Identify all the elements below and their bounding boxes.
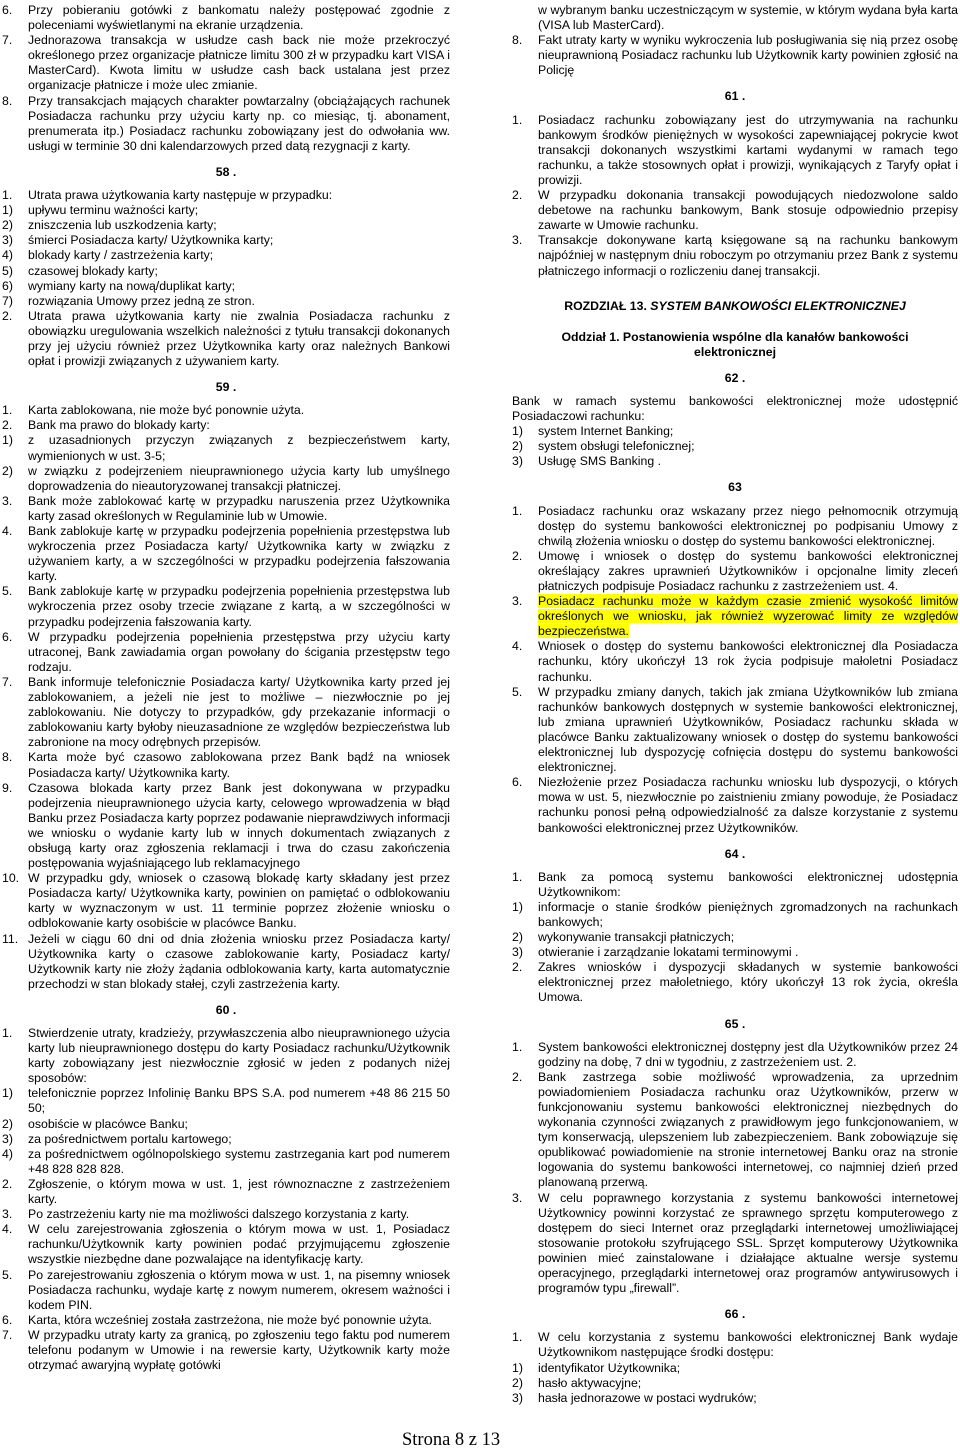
list-item xyxy=(2,1177,450,1207)
numbered-list xyxy=(512,33,958,78)
list-item xyxy=(512,113,958,188)
item-number: 2. xyxy=(512,548,523,563)
list-item xyxy=(2,1268,450,1313)
sub-number: 6) xyxy=(2,278,13,293)
sub-number: 4) xyxy=(2,248,13,263)
list-item xyxy=(2,33,450,93)
item-number: 4. xyxy=(2,524,13,538)
sub-number: 2) xyxy=(512,930,523,945)
sub-text: rozwiązania Umowy przez jedną ze stron. xyxy=(28,293,255,308)
item-number: 6. xyxy=(2,3,13,17)
item-text: Karta, która wcześniej została zastrzeżona, nie może być ponownie użyta. xyxy=(28,1312,432,1327)
paragraph-title-66: 66 . xyxy=(724,1307,746,1322)
sub-text: śmierci Posiadacza karty/ Użytkownika karty; xyxy=(28,233,274,248)
item-number: 5. xyxy=(2,584,13,599)
item-number: 8. xyxy=(2,750,13,765)
sub-number: 1) xyxy=(512,424,523,439)
item-text: W przypadku podejrzenia popełnienia przestępstwa przy użyciu karty utraconej, Bank zawiadamia organ powołany do ścigania przestępstw tego rodzaju. xyxy=(28,629,450,674)
item-number: 6. xyxy=(2,1312,13,1327)
sub-number: 2) xyxy=(512,439,523,454)
sub-text: zniszczenia lub uszkodzenia karty; xyxy=(28,218,217,233)
item-text: Po zarejestrowaniu zgłoszenia o którym mowa w ust. 1, na pisemny wniosek Posiadacza rachunku, wydaje kartę z nowym numerem, okresem ważności i kodem PIN. xyxy=(28,1267,450,1312)
list-item xyxy=(512,504,958,549)
list-item xyxy=(2,781,450,872)
item-number: 7. xyxy=(2,1327,13,1342)
item-number: 2. xyxy=(512,1069,523,1084)
sub-item xyxy=(512,439,958,454)
sub-number: 3) xyxy=(512,454,523,469)
sub-text: informacje o stanie środków pieniężnych zgromadzonych na rachunkach bankowych; xyxy=(538,899,958,929)
list-item xyxy=(2,932,450,992)
item-text: Posiadacz rachunku zobowiązany jest do utrzymywania na rachunku bankowym środków pieniężnych w wysokości zapewniającej pokrycie kwot transakcji dokonanych wszystkimi kartami wydanymi w ramach tego rachunku, a także stosownych opłat i prowizji, wynikających z Taryfy opłat i prowizji. xyxy=(538,112,958,187)
page-footer: Strona 8 z 13 xyxy=(402,1430,501,1450)
numbered-list xyxy=(512,870,958,1006)
sub-number: 3) xyxy=(2,233,13,248)
numbered-list xyxy=(512,1040,958,1297)
sub-number: 3) xyxy=(2,1131,13,1146)
list-item xyxy=(512,685,958,776)
list-item xyxy=(2,1328,450,1373)
item-number: 5. xyxy=(512,684,523,699)
item-text: W celu korzystania z systemu bankowości elektronicznej Bank wydaje Użytkownikom następujące środki dostępu: xyxy=(538,1330,958,1360)
item-text: Utrata prawa użytkowania karty nie zwalnia Posiadacza rachunku z obowiązku uregulowania wszelkich należności z tytułu transakcji dokonanych przy jej użyciu również przez Użytkownika karty oraz należnych Bankowi opłat i prowizji związanych z używaniem karty. xyxy=(28,308,450,369)
numbered-list xyxy=(2,1026,450,1373)
sub-number: 2) xyxy=(2,218,13,233)
sub-item xyxy=(2,1086,450,1116)
numbered-list xyxy=(512,113,958,279)
sub-item xyxy=(2,264,450,279)
item-text: Bank zablokuje kartę w przypadku podejrzenia popełnienia przestępstwa lub wykroczenia przez Posiadacza karty/ Użytkownika karty w związku z używaniem karty, a w szczególności w przypadku podejrzenia fałszowania karty. xyxy=(28,524,450,584)
item-text: Utrata prawa użytkowania karty następuje w przypadku: xyxy=(28,188,333,203)
sub-text: identyfikator Użytkownika; xyxy=(538,1360,681,1375)
item-text: Bank ma prawo do blokady karty: xyxy=(28,418,210,433)
item-number: 3. xyxy=(512,233,523,248)
item-number: 8. xyxy=(512,33,523,48)
item-text: Umowę i wniosek o dostęp do systemu bankowości elektronicznej określający zakres uprawnień Użytkowników i opcjonalne limity zleceń płatniczych podpisuje Posiadacz rachunku z zastrzeżeniem ust. 4. xyxy=(538,548,958,593)
division-heading: Oddział 1. Postanowienia wspólne dla kanałów bankowości elektronicznej xyxy=(561,329,909,359)
item-number: 2. xyxy=(2,418,13,433)
list-item xyxy=(512,639,958,684)
numbered-list xyxy=(512,504,958,836)
item-text: W celu zarejestrowania zgłoszenia o którym mowa w ust. 1, Posiadacz rachunku/Użytkownik karty powinien podać przyjmującemu zgłoszenie wszystkie niezbędne dane pozwalające na identyfikację karty. xyxy=(28,1222,450,1267)
item-text: Bank informuje telefonicznie Posiadacza karty/ Użytkownika karty przed jej zablokowaniem, a jeżeli nie jest to możliwe – niezwłocznie po jej zablokowaniu. Nie dotyczy to przypadków, gdy przekazanie informacji o zablokowaniu karty byłoby nieuzasadnione ze względów bezpieczeństwa lub zabronione na mocy odrębnych przepisów. xyxy=(28,674,450,750)
item-number: 1. xyxy=(512,112,523,127)
item-text: Zakres wniosków i dyspozycji składanych w systemie bankowości elektronicznej przez małoletniego, który ukończył 13 rok życia, określa Umowa. xyxy=(538,960,958,1005)
sub-number: 4) xyxy=(2,1146,13,1161)
right-column xyxy=(512,3,958,1406)
sub-text: w związku z podejrzeniem nieuprawnionego użycia karty lub umyślnego doprowadzenia do nieautoryzowanej transakcji płatniczej. xyxy=(28,463,450,493)
item-number: 3. xyxy=(512,1190,523,1205)
item-text: W przypadku dokonania transakcji powodujących niedozwolone saldo debetowe na rachunku bankowym, Bank stosuje odpowiednio przepisy zawarte w Umowie rachunku. xyxy=(538,188,958,233)
sub-text: system obsługi telefonicznej; xyxy=(538,439,695,454)
item-text: Fakt utraty karty w wyniku wykroczenia lub posługiwania się nią przez osobę nieuprawnioną Posiadacz rachunku lub Użytkownik karty powinien zgłosić na Policję xyxy=(538,33,958,78)
numbered-list xyxy=(512,1330,958,1405)
item-text: Zgłoszenie, o którym mowa w ust. 1, jest równoznaczne z zastrzeżeniem karty. xyxy=(28,1176,450,1207)
sub-number: 7) xyxy=(2,293,13,308)
list-item xyxy=(512,1070,958,1191)
item-text: Przy pobieraniu gotówki z bankomatu należy postępować zgodnie z poleceniami wyświetlanymi na ekranie urządzenia. xyxy=(28,3,450,33)
item-text: System bankowości elektronicznej dostępny jest dla Użytkowników przez 24 godziny na dobę, 7 dni w tygodniu, z zastrzeżeniem ust. 2. xyxy=(538,1039,958,1069)
list-item xyxy=(512,1330,958,1360)
sub-text: otwieranie i zarządzanie lokatami terminowymi . xyxy=(538,945,799,960)
list-item xyxy=(512,33,958,78)
sub-item xyxy=(512,1361,958,1376)
sub-item xyxy=(2,1147,450,1177)
list-item xyxy=(2,188,450,203)
sub-item xyxy=(2,433,450,463)
paragraph-title-58: 58 . xyxy=(215,164,237,179)
sub-text: wymiany karty na nową/duplikat karty; xyxy=(28,278,236,293)
paragraph-intro: Bank w ramach systemu bankowości elektronicznej może udostępnić Posiadaczowi rachunku: xyxy=(512,393,958,424)
sub-text: upływu terminu ważności karty; xyxy=(28,203,199,218)
sub-number: 2) xyxy=(512,1375,523,1390)
sub-item xyxy=(2,1117,450,1132)
numbered-list xyxy=(2,403,450,992)
item-number: 1. xyxy=(512,869,523,884)
item-number: 1. xyxy=(512,1330,523,1345)
item-number: 4. xyxy=(2,1222,13,1237)
numbered-list xyxy=(2,188,450,369)
sub-item xyxy=(512,1376,958,1391)
item-number: 3. xyxy=(2,1207,13,1222)
chapter-name: SYSTEM BANKOWOŚCI ELEKTRONICZNEJ xyxy=(650,298,906,313)
sub-item xyxy=(512,454,958,469)
item-number: 11. xyxy=(2,931,19,946)
item-text: Bank za pomocą systemu bankowości elektronicznej udostępnia Użytkownikom: xyxy=(538,869,958,899)
item-text: W przypadku zmiany danych, takich jak zmiana Użytkowników lub zmiana rachunków bankowych dostępnych w systemie bankowości elektronicznej, lub zmiana uprawnień Użytkowników, Posiadacz rachunku składa w placówce Banku zaktualizowany wniosek o dostęp do systemu bankowości elektronicznej lub dyspozycję cofnięcia dostępu do systemu bankowości elektronicznej. xyxy=(538,684,958,775)
sub-number: 3) xyxy=(512,945,523,960)
paragraph-title-59: 59 . xyxy=(215,380,237,395)
sub-number: 1) xyxy=(512,1360,523,1375)
list-item xyxy=(2,418,450,433)
paragraph-title-60: 60 . xyxy=(215,1002,237,1017)
sub-number: 5) xyxy=(2,263,13,278)
item-number: 1. xyxy=(512,1039,523,1054)
item-number: 2. xyxy=(512,188,523,203)
chapter-label: ROZDZIAŁ 13. xyxy=(564,298,651,313)
item-number: 1. xyxy=(2,1026,13,1040)
sub-number: 1) xyxy=(2,203,13,218)
sub-text: za pośrednictwem portalu kartowego; xyxy=(28,1131,232,1146)
sub-list xyxy=(512,1361,958,1406)
sub-item xyxy=(2,233,450,248)
item-text: Czasowa blokada karty przez Bank jest dokonywana w przypadku podejrzenia nieuprawnionego użycia karty, celowego wprowadzenia w błąd Banku przez Posiadacza karty poprzez podawanie nieprawdziwych informacji we wniosku o wydanie karty lub w innych dokumentach związanych z obsługą karty oraz zgłoszenia reklamacji i trwa do czasu zakończenia postępowania wyjaśniającego lub reklamacyjnego xyxy=(28,780,450,871)
sub-list xyxy=(2,433,450,493)
sub-item xyxy=(2,464,450,494)
sub-item xyxy=(2,203,450,218)
list-item xyxy=(2,1313,450,1328)
sub-item xyxy=(512,930,958,945)
sub-text: Usługę SMS Banking . xyxy=(538,454,662,469)
item-text: W przypadku gdy, wniosek o czasową blokadę karty składany jest przez Posiadacza karty/ Użytkownika karty, powinien on pamiętać o odblokowaniu karty w wyznaczonym w ust. 11 terminie poprzez złożenie wniosku o odblokowanie karty osobiście w placówce Banku. xyxy=(28,871,450,931)
list-item xyxy=(2,403,450,418)
sub-item xyxy=(2,248,450,263)
item-text: W celu poprawnego korzystania z systemu bankowości internetowej Użytkownicy powinni korzystać ze sprawnego sprzętu komputerowego z dostępem do sieci Internet oraz przeglądarki internetowej umożliwiającej stosowanie protokołu szyfrującego SSL. Sprzęt komputerowy Użytkownika powinien mieć zainstalowane i działające aktualne wersje systemu operacyjnego, przeglądarki internetowej oraz programów antywirusowych i programów typu „firewall”. xyxy=(538,1190,958,1296)
list-item xyxy=(2,309,450,369)
sub-text: telefonicznie poprzez Infolinię Banku BPS S.A. pod numerem +48 86 215 50 50; xyxy=(28,1086,450,1116)
paragraph-title-61: 61 . xyxy=(724,89,746,104)
item-text: Bank może zablokować kartę w przypadku naruszenia przez Użytkownika karty zasad określonych w Regulaminie lub w Umowie. xyxy=(28,493,450,523)
item-text: Transakcje dokonywane kartą księgowane są na rachunku bankowym najpóźniej w następnym dniu roboczym po otrzymaniu przez Bank z systemu płatniczego informacji o rozliczeniu danej transakcji. xyxy=(538,233,958,278)
list-item xyxy=(2,1026,450,1086)
paragraph-title-63: 63 xyxy=(728,480,742,495)
list-item xyxy=(2,750,450,780)
sub-list xyxy=(512,424,958,469)
item-number: 1. xyxy=(2,403,13,418)
item-number: 9. xyxy=(2,780,13,795)
item-text: Niezłożenie przez Posiadacza rachunku wniosku lub dyspozycji, o których mowa w ust. 5, niezwłocznie po zaistnieniu zmiany powoduje, że Posiadacz rachunku ponosi pełną odpowiedzialność za dalsze korzystanie z systemu bankowości elektronicznej przez Użytkowników. xyxy=(538,775,958,835)
sub-text: blokady karty / zastrzeżenia karty; xyxy=(28,248,214,263)
list-item xyxy=(2,675,450,750)
sub-item xyxy=(512,424,958,439)
list-item xyxy=(512,1191,958,1297)
highlighted-text: Posiadacz rachunku może w każdym czasie zmienić wysokość limitów określonych we wniosku, jak również wyzerować limity ze względów bezpieczeństwa. xyxy=(538,594,958,639)
item-text: Jeżeli w ciągu 60 dni od dnia złożenia wniosku przez Posiadacza karty/ Użytkownika karty o czasowe zablokowanie karty, Posiadacz karty/ Użytkownik karty nie złoży żądania odblokowania karty, karta automatycznie przechodzi w stan blokady stałej, czyli zastrzeżenia karty. xyxy=(28,931,450,991)
left-column xyxy=(2,3,450,1373)
item-number: 3. xyxy=(2,493,13,508)
item-number: 2. xyxy=(2,308,13,323)
item-number: 5. xyxy=(2,1267,13,1282)
paragraph-title-62: 62 . xyxy=(724,370,746,385)
sub-text: hasło aktywacyjne; xyxy=(538,1375,642,1390)
sub-list xyxy=(512,900,958,960)
sub-item xyxy=(2,279,450,294)
continued-text: w wybranym banku uczestniczącym w systemie, w którym wydana była karta (VISA lub MasterCard). xyxy=(538,3,958,33)
sub-list xyxy=(2,1086,450,1177)
list-item xyxy=(512,594,958,639)
list-item xyxy=(2,584,450,629)
list-item xyxy=(2,630,450,675)
sub-number: 2) xyxy=(2,463,13,478)
list-item xyxy=(2,94,450,154)
sub-item xyxy=(2,1132,450,1147)
paragraph-title-64: 64 . xyxy=(724,846,746,861)
sub-number: 1) xyxy=(2,433,13,448)
sub-item xyxy=(2,294,450,309)
item-number: 8. xyxy=(2,93,13,108)
sub-item xyxy=(512,1391,958,1406)
sub-number: 2) xyxy=(2,1116,13,1131)
item-number: 1. xyxy=(512,503,523,518)
sub-list xyxy=(2,203,450,309)
item-text: Karta zablokowana, nie może być ponownie użyta. xyxy=(28,403,305,418)
list-item xyxy=(512,1040,958,1070)
item-number: 4. xyxy=(512,639,523,654)
sub-item xyxy=(512,900,958,930)
sub-item xyxy=(2,218,450,233)
sub-text: hasła jednorazowe w postaci wydruków; xyxy=(538,1390,757,1405)
chapter-heading xyxy=(512,299,958,314)
sub-number: 1) xyxy=(512,899,523,914)
list-item xyxy=(512,188,958,233)
sub-text: czasowej blokady karty; xyxy=(28,263,158,278)
item-text: W przypadku utraty karty za granicą, po zgłoszeniu tego faktu pod numerem telefonu podanym w Umowie i na rewersie karty, Użytkownik karty może otrzymać awaryjną wypłatę gotówki xyxy=(28,1327,450,1373)
item-text: Po zastrzeżeniu karty nie ma możliwości dalszego korzystania z karty. xyxy=(28,1207,410,1222)
sub-text: system Internet Banking; xyxy=(538,424,674,439)
list-item xyxy=(512,549,958,594)
item-number: 2. xyxy=(2,1176,13,1191)
item-number: 7. xyxy=(2,33,13,48)
list-item xyxy=(2,494,450,524)
item-text: Karta może być czasowo zablokowana przez Bank bądź na wniosek Posiadacza karty/ Użytkownika karty. xyxy=(28,750,450,780)
item-text: Posiadacz rachunku oraz wskazany przez niego pełnomocnik otrzymują dostęp do systemu bankowości elektronicznej po podpisaniu Umowy z chwilą złożenia wniosku o dostęp do systemu bankowości elektronicznej. xyxy=(538,503,958,548)
sub-text: za pośrednictwem ogólnopolskiego systemu zastrzegania kart pod numerem +48 828 828 828. xyxy=(28,1146,450,1176)
sub-text: wykonywanie transakcji płatniczych; xyxy=(538,930,735,945)
item-number: 7. xyxy=(2,674,13,689)
list-item xyxy=(512,870,958,900)
list-item xyxy=(512,775,958,835)
sub-item xyxy=(512,945,958,960)
list-item xyxy=(2,1222,450,1267)
paragraph-title-65: 65 . xyxy=(724,1016,746,1031)
item-number: 6. xyxy=(512,775,523,790)
sub-text: osobiście w placówce Banku; xyxy=(28,1116,188,1131)
item-text: Bank zablokuje kartę w przypadku podejrzenia popełnienia przestępstwa lub wykroczenia przez osoby trzecie związane z kartą, a w szczególności w przypadku podejrzenia fałszowania karty. xyxy=(28,584,450,629)
item-number: 2. xyxy=(512,960,523,975)
item-text: Jednorazowa transakcja w usłudze cash back nie może przekroczyć określonego przez organizacje płatnicze limitu 300 zł w przypadku kart VISA i MasterCard). Kwota limitu w usłudze cash back ustalana jest przez organizacje płatnicze i może ulec zmianie. xyxy=(28,33,450,93)
list-item xyxy=(2,1207,450,1222)
sub-number: 3) xyxy=(512,1390,523,1405)
item-text: Przy transakcjach mających charakter powtarzalny (obciążających rachunek Posiadacza rachunku przy użyciu karty np. co miesiąc, tj. abonament, prenumerata itp.) Posiadacz rachunku zobowiązany jest do odwołania ww. usługi w terminie 30 dni kalendarzowych przed datą rezygnacji z karty. xyxy=(28,93,450,153)
list-item xyxy=(2,871,450,931)
item-text: Stwierdzenie utraty, kradzieży, przywłaszczenia albo nieuprawnionego użycia karty lub nieuprawnionego dostępu do karty Posiadacz rachunku/Użytkownik karty zobowiązany jest niezwłocznie zgłosić w jeden z podanych niżej sposobów: xyxy=(28,1026,450,1086)
sub-text: z uzasadnionych przyczyn związanych z bezpieczeństwem karty, wymienionych w ust. 3-5; xyxy=(28,433,450,463)
item-number: 3. xyxy=(512,594,523,609)
numbered-list xyxy=(2,3,450,154)
list-item xyxy=(2,3,450,33)
item-number: 1. xyxy=(2,188,13,203)
list-item xyxy=(2,524,450,584)
sub-number: 1) xyxy=(2,1086,13,1101)
list-item xyxy=(512,233,958,278)
item-text: Bank zastrzega sobie możliwość wprowadzenia, za uprzednim powiadomieniem Posiadacza rachunku oraz Użytkowników, przerw w funkcjonowaniu systemu bankowości elektronicznej niezbędnych do wykonania czynności związanych z prawidłowym jego funkcjonowaniem, w tym konserwacją, ulepszeniem lub zabezpieczeniem. Bank zobowiązuje się opublikować powiadomienie na stronie internetowej Banku oraz na stronie logowania do systemu bankowości internetowej, co najmniej dzień przed planowaną przerwą. xyxy=(538,1069,958,1190)
list-item xyxy=(512,960,958,1005)
item-number: 10. xyxy=(2,871,20,886)
item-text: Wniosek o dostęp do systemu bankowości elektronicznej dla Posiadacza rachunku, który ukończył 13 rok życia podpisuje małoletni Posiadacz rachunku. xyxy=(538,639,958,684)
item-number: 6. xyxy=(2,629,13,644)
